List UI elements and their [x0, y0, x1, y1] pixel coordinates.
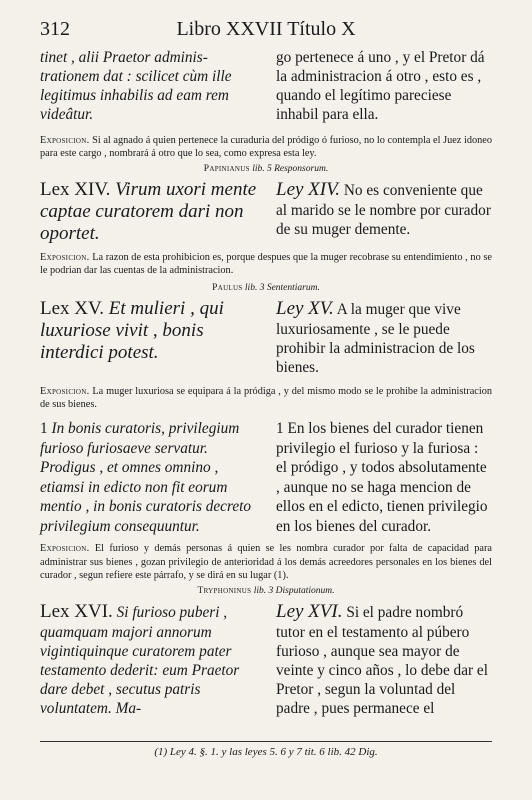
lex-xiv-latin	[40, 179, 266, 245]
page-number: 312	[40, 18, 70, 40]
paragraph-1-latin	[40, 419, 266, 536]
lex-xv-label: Lex XV.	[40, 297, 105, 319]
paragraph-1-row	[40, 419, 492, 536]
exposition-label: Exposicion.	[40, 543, 90, 555]
lex-xv-row	[40, 298, 492, 377]
paragraph-1-spanish-text: En los bienes del curador tienen privilegio el furioso y la furiosa : el pródigo , y todos absolutamente , aunque no se haga mencion de ellos en el edicto, tienen privilegio en los bienes del curador.	[276, 420, 488, 535]
exposition-1	[40, 134, 492, 161]
ley-xvi-label: Ley XVI.	[276, 600, 343, 622]
lex-xv-latin	[40, 298, 266, 377]
footnote-rule	[40, 741, 492, 742]
ley-xiv-spanish	[266, 179, 492, 245]
exposition-text: La razon de esta prohibicion es, porque despues que la muger recobrase su entendimiento , no se le podrian dar las cuentas de la administracion.	[40, 251, 492, 277]
source-reference: lib. 3 Disputationum.	[253, 585, 335, 596]
exposition-2	[40, 251, 492, 278]
paragraph-number: 1	[276, 420, 284, 438]
continuation-row	[40, 48, 492, 124]
source-author: Paulus	[212, 282, 243, 293]
lex-xiv-text: Virum uxori mente captae curatorem dari non oportet.	[40, 178, 257, 244]
lex-xiv-row	[40, 179, 492, 245]
exposition-label: Exposicion.	[40, 251, 90, 263]
ley-xv-text: A la muger que vive luxuriosamente , se le puede prohibir la administracion de los bienes.	[276, 300, 475, 376]
lex-xvi-text: Si furioso puberi , quamquam majori annorum vigintiquinque curatorem pater testamento dederit: eum Praetor dare debet , secutus patris voluntatem. Ma-	[40, 603, 240, 717]
paragraph-1-spanish	[266, 419, 492, 536]
paragraph-1-latin-text: In bonis curatoris, privilegium furioso furiosaeve servatur. Prodigus , et omnes omnino , etiamsi in edicto non fit eorum mentio , in bonis curatoris decreto privilegium consequuntur.	[40, 420, 252, 535]
paragraph-number: 1	[40, 420, 48, 438]
ley-xv-label: Ley XV.	[276, 297, 334, 319]
source-reference: lib. 3 Sententiarum.	[244, 282, 320, 293]
page	[40, 18, 492, 718]
ley-xv-spanish	[266, 298, 492, 377]
exposition-text: La muger luxuriosa se equipara á la pródiga , y del mismo modo se le prohibe la administracion de sus bienes.	[40, 385, 492, 411]
source-2	[40, 282, 492, 294]
source-author: Papinianus	[203, 163, 250, 174]
page-header	[40, 18, 492, 48]
ley-xvi-spanish	[266, 601, 492, 718]
lex-xvi-latin	[40, 601, 266, 718]
lex-xvi-row	[40, 601, 492, 718]
ley-xiv-text: No es conveniente que al marido se le nombre por curador de su muger demente.	[276, 181, 491, 238]
exposition-label: Exposicion.	[40, 385, 90, 397]
exposition-3	[40, 385, 492, 412]
source-author: Tryphoninus	[197, 585, 252, 596]
exposition-text: Si al agnado á quien pertenece la curaduria del pródigo ó furioso, no lo contempla el Juez idoneo para este cargo , nombrará á otro que lo sea, como expresa esta ley.	[40, 135, 493, 160]
exposition-4	[40, 542, 492, 582]
lex-xv-text: Et mulieri , qui luxuriose vivit , bonis interdici potest.	[40, 297, 224, 363]
spanish-continuation: go pertenece á uno , y el Pretor dá la administracion á otro , esto es , quando el legítimo pareciese inhabil para ella.	[276, 49, 485, 123]
source-3	[40, 585, 492, 597]
ley-xvi-text: Si el padre nombró tutor en el testamento al púbero furioso , aunque sea mayor de veinte y cinco años , lo debe dar el Pretor , segun la voluntad del padre , pues permanece el	[276, 603, 488, 717]
exposition-label: Exposicion.	[40, 135, 90, 146]
ley-xiv-label: Ley XIV.	[276, 178, 341, 200]
running-title: Libro XXVII Título X	[176, 18, 356, 40]
latin-continuation: tinet , alii Praetor adminis- trationem dat : scilicet cùm ille legitimus inhabilis ad eam rem videâtur.	[40, 49, 232, 123]
source-1	[40, 163, 492, 175]
lex-xiv-label: Lex XIV.	[40, 178, 111, 200]
lex-xvi-label: Lex XVI.	[40, 600, 113, 622]
footnote	[40, 741, 492, 758]
exposition-text: El furioso y demás personas á quien se les nombra curador por falta de capacidad para administrar sus bienes , gozan privilegio de anterioridad á los demás acreedores personales en los bienes del curador , segun refiere este párrafo, y se dirá en su lugar (1).	[40, 543, 492, 582]
source-reference: lib. 5 Responsorum.	[252, 163, 329, 174]
footnote-text: (1) Ley 4. §. 1. y las leyes 5. 6 y 7 tit. 6 lib. 42 Dig.	[154, 746, 378, 758]
